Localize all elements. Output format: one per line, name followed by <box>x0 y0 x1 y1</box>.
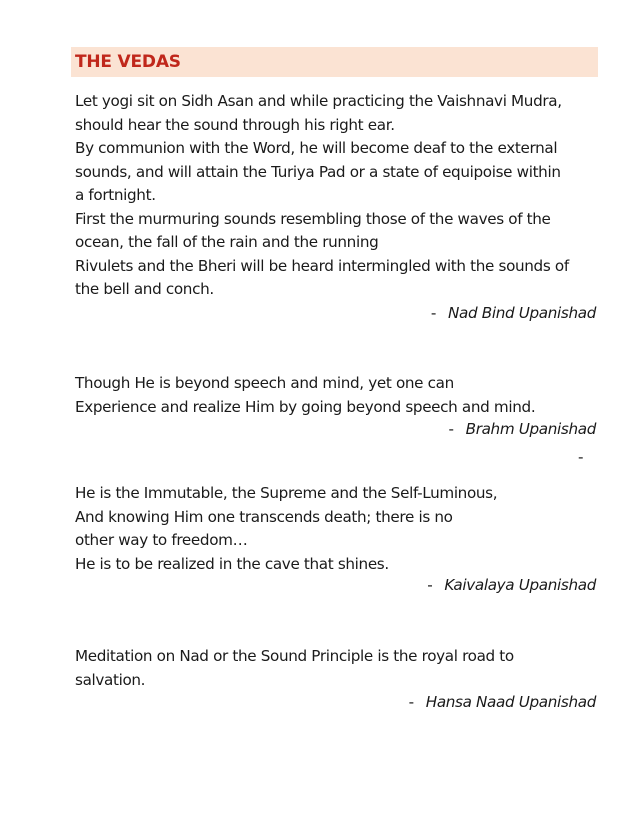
quote-line: First the murmuring sounds resembling those of the waves of the <box>75 209 551 228</box>
attribution-source: Kaivalaya Upanishad <box>444 576 596 594</box>
quote-line: And knowing Him one transcends death; there is no <box>75 507 453 526</box>
quote-brahm <box>75 372 605 419</box>
quote-line: Rivulets and the Bheri will be heard intermingled with the sounds of <box>75 256 569 275</box>
page-title: THE VEDAS <box>75 52 181 72</box>
quote-line: He is the Immutable, the Supreme and the Self-Luminous, <box>75 484 498 502</box>
stray-dash: - <box>578 448 584 466</box>
quote-line: sounds, and will attain the Turiya Pad or a state of equipoise within <box>75 162 561 181</box>
quote-line: other way to freedom… <box>75 531 248 549</box>
quote-line: ocean, the fall of the rain and the running <box>75 233 379 251</box>
quote-line: Meditation on Nad or the Sound Principle is the royal road to <box>75 647 514 665</box>
attribution-kaivalaya <box>427 574 596 598</box>
quote-line: Let yogi sit on Sidh Asan and while practicing the Vaishnavi Mudra, <box>75 92 562 110</box>
attribution-dash: - <box>427 576 433 594</box>
attribution-dash: - <box>408 693 414 711</box>
attribution-dash: - <box>448 420 454 438</box>
quote-line: Experience and realize Him by going beyond speech and mind. <box>75 397 536 416</box>
attribution-dash: - <box>430 304 437 322</box>
attribution-source: Nad Bind Upanishad <box>448 304 596 322</box>
quote-line: a fortnight. <box>75 186 156 204</box>
quote-line: Though He is beyond speech and mind, yet one can <box>75 374 454 392</box>
quote-line: the bell and conch. <box>75 280 214 298</box>
heading-banner <box>71 47 598 77</box>
attribution-brahm <box>448 418 596 442</box>
quote-kaivalaya <box>75 482 605 576</box>
quote-line: By communion with the Word, he will become deaf to the external <box>75 139 558 157</box>
attribution-hansa-naad <box>409 691 596 715</box>
attribution-nad-bind <box>431 302 596 326</box>
quote-line: He is to be realized in the cave that shines. <box>75 554 389 573</box>
quote-line: salvation. <box>75 670 146 689</box>
quote-hansa-naad <box>75 645 605 692</box>
attribution-source: Brahm Upanishad <box>465 420 596 438</box>
attribution-source: Hansa Naad Upanishad <box>425 693 596 711</box>
quote-line: should hear the sound through his right ear. <box>75 115 395 134</box>
quote-nad-bind <box>75 90 605 302</box>
